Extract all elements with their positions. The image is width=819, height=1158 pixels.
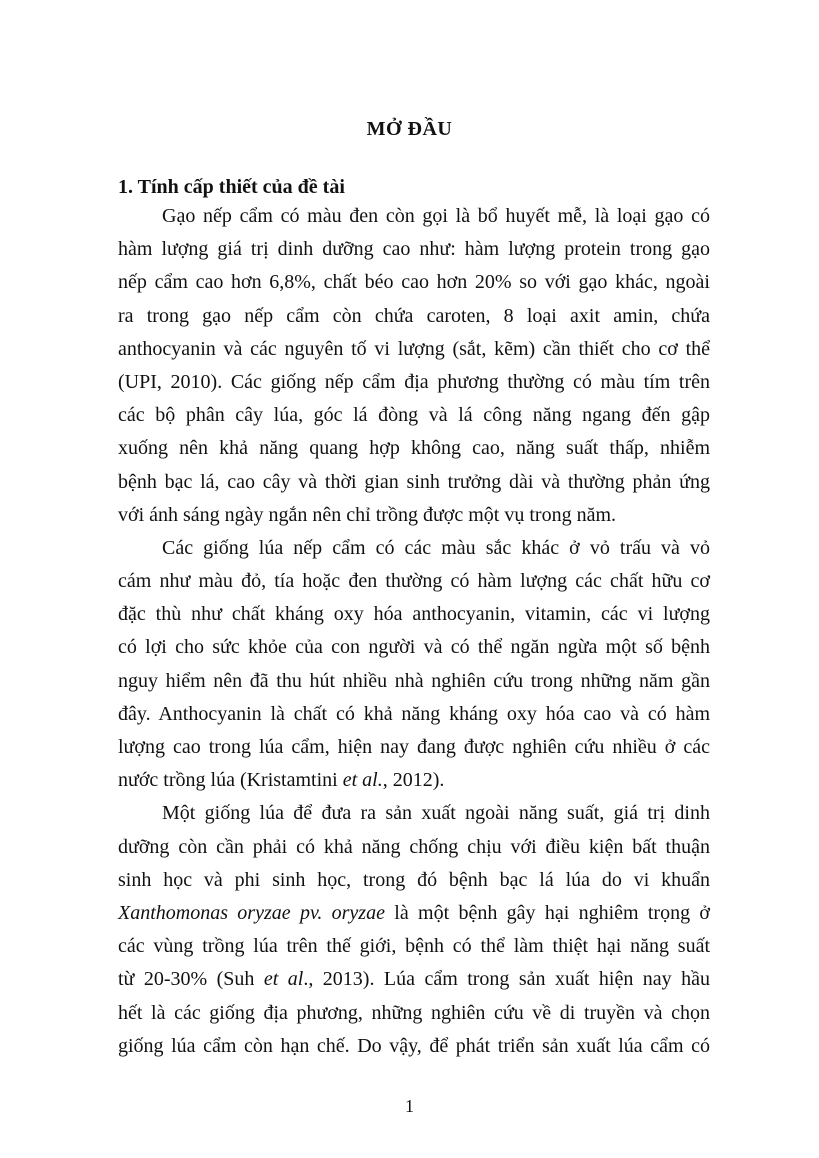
page-number: 1 [405, 1096, 414, 1116]
text-line: bệnh bạc lá, cao cây và thời gian sinh trưởng dài và thường phản ứng [118, 470, 710, 493]
text-line: hàm lượng giá trị dinh dưỡng cao như: hàm lượng protein trong gạo [118, 238, 710, 261]
text-line: giống lúa cẩm còn hạn chế. Do vậy, để phát triển sản xuất lúa cẩm có [118, 1034, 710, 1057]
text-line: nếp cẩm cao hơn 6,8%, chất béo cao hơn 20% so với gạo khác, ngoài [118, 271, 710, 294]
text-line [118, 764, 710, 797]
italic-species-name: Xanthomonas oryzae pv. oryzae [118, 901, 385, 924]
text-line: đặc thù như chất kháng oxy hóa anthocyanin, vitamin, các vi lượng [118, 603, 710, 626]
text-segment: ., 2013). Lúa cẩm trong sản xuất hiện nay hầu [303, 968, 711, 991]
text-line: hết là các giống địa phương, những nghiên cứu về di truyền và chọn [118, 1001, 710, 1024]
text-segment: từ 20-30% (Suh [118, 968, 264, 991]
text-line: Gạo nếp cẩm có màu đen còn gọi là bổ huyết mễ, là loại gạo có [162, 205, 710, 227]
page-title: MỞ ĐẦU [366, 118, 453, 140]
text-segment: , 2012). [382, 769, 445, 792]
text-line: sinh học và phi sinh học, trong đó bệnh bạc lá lúa do vi khuẩn [118, 868, 710, 891]
text-line: anthocyanin và các nguyên tố vi lượng (sắt, kẽm) cần thiết cho cơ thể [118, 337, 710, 360]
paragraph-3 [118, 797, 710, 1063]
text-line: cám như màu đỏ, tía hoặc đen thường có hàm lượng các chất hữu cơ [118, 570, 710, 593]
text-line: các vùng trồng lúa trên thế giới, bệnh có thể làm thiệt hại năng suất [118, 935, 710, 958]
body-text [118, 200, 710, 1063]
text-line: các bộ phân cây lúa, góc lá đòng và lá công năng ngang đến gập [118, 404, 710, 427]
italic-citation: et al. [342, 769, 383, 792]
text-line: (UPI, 2010). Các giống nếp cẩm địa phương thường có màu tím trên [118, 370, 710, 393]
text-line: nguy hiểm nên đã thu hút nhiều nhà nghiên cứu trong những năm gần [118, 669, 710, 692]
paragraph-2 [118, 532, 710, 798]
text-line: đây. Anthocyanin là chất có khả năng kháng oxy hóa cao và có hàm [118, 702, 710, 725]
text-line: Một giống lúa để đưa ra sản xuất ngoài năng suất, giá trị dinh [162, 802, 710, 825]
text-segment: là một bệnh gây hại nghiêm trọng ở [384, 901, 710, 924]
text-line: lượng cao trong lúa cẩm, hiện nay đang được nghiên cứu nhiều ở các [118, 736, 710, 758]
section-heading: 1. Tính cấp thiết của đề tài [118, 176, 345, 198]
text-line: có lợi cho sức khỏe của con người và có thể ngăn ngừa một số bệnh [118, 636, 710, 659]
text-line: Các giống lúa nếp cẩm có các màu sắc khác ở vỏ trấu và vỏ [162, 536, 710, 559]
text-line [118, 963, 710, 996]
text-line: xuống nên khả năng quang hợp không cao, năng suất thấp, nhiễm [118, 437, 710, 460]
text-line: dưỡng còn cần phải có khả năng chống chịu với điều kiện bất thuận [118, 835, 710, 858]
paragraph-1 [118, 200, 710, 532]
text-segment: nước trồng lúa (Kristamtini [118, 769, 343, 792]
text-line: ra trong gạo nếp cẩm còn chứa caroten, 8 loại axit amin, chứa [118, 304, 710, 327]
italic-citation: et al [263, 968, 304, 991]
text-line [118, 897, 710, 930]
text-line: với ánh sáng ngày ngắn nên chỉ trồng được một vụ trong năm. [118, 503, 617, 526]
